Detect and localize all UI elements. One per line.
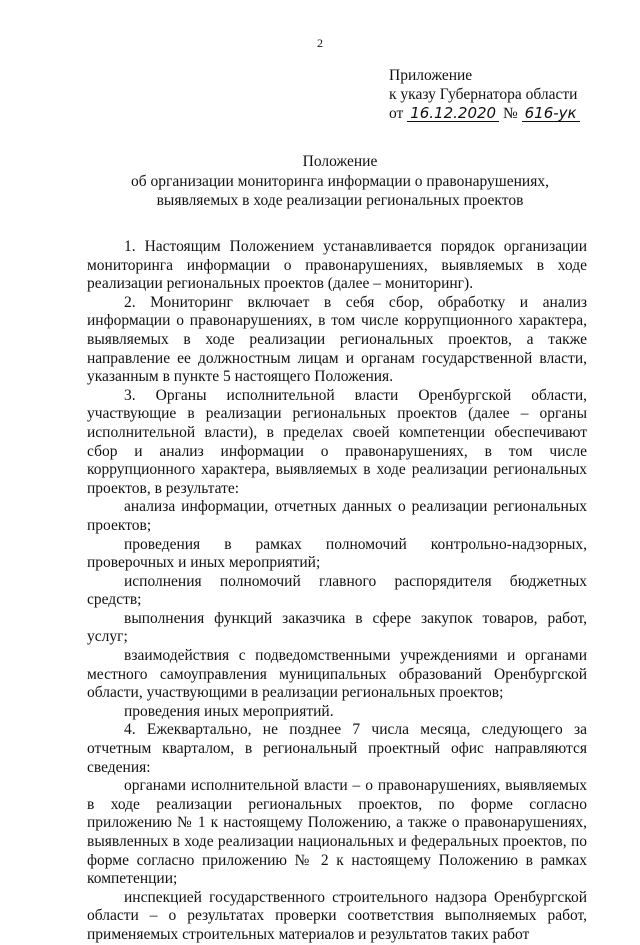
- paragraph: 4. Ежеквартально, не позднее 7 числа месяца, следующего за отчетным кварталом, в региональный проектный офис направляются сведения:: [87, 721, 587, 776]
- paragraph: проведения в рамках полномочий контрольно-надзорных, проверочных и иных мероприятий;: [87, 535, 587, 572]
- paragraph: 2. Мониторинг включает в себя сбор, обработку и анализ информации о правонарушениях, в том числе коррупционного характера, выявляемых в ходе реализации региональных проектов, а также направление ее должностным лицам и органам государственной власти, указанным в пункте 5 настоящего Положения.: [87, 293, 587, 386]
- title-heading: Положение: [302, 153, 378, 170]
- title-line-3: выявляемых в ходе реализации региональных проектов: [156, 192, 524, 209]
- paragraph: выполнения функций заказчика в сфере закупок товаров, работ, услуг;: [87, 609, 587, 646]
- appendix-title: Приложение: [389, 67, 473, 84]
- paragraph: исполнения полномочий главного распорядителя бюджетных средств;: [87, 572, 587, 609]
- appendix-decree-ref: к указу Губернатора области: [389, 86, 578, 103]
- document-body: [87, 238, 587, 945]
- appendix-header: [389, 66, 580, 123]
- number-sign: №: [502, 105, 518, 122]
- paragraph: 1. Настоящим Положением устанавливается порядок организации мониторинга информации о правонарушениях, выявляемых в ходе реализации региональных проектов (далее – мониторинг).: [87, 238, 587, 293]
- decree-number: 616-ук: [522, 106, 580, 122]
- document-title: [60, 152, 620, 211]
- paragraph: 3. Органы исполнительной власти Оренбургской области, участвующие в реализации региональных проектов (далее – органы исполнительной власти), в пределах своей компетенции обеспечивают сбор и анализ информации о правонарушениях, в том числе коррупционного характера, выявляемых в ходе реализации региональных проектов, в результате:: [87, 386, 587, 497]
- paragraph: инспекцией государственного строительного надзора Оренбургской области – о результатах проверки соответствия выполняемых работ, применяемых строительных материалов и результатов таких работ: [87, 888, 587, 943]
- title-line-2: об организации мониторинга информации о правонарушениях,: [131, 172, 549, 190]
- paragraph: взаимодействия с подведомственными учреждениями и органами местного самоуправления муниципальных образований Оренбургской области, участвующими в реализации региональных проектов;: [87, 647, 587, 702]
- paragraph: проведения иных мероприятий.: [124, 702, 334, 720]
- paragraph: анализа информации, отчетных данных о реализации региональных проектов;: [87, 498, 587, 534]
- from-label: от: [389, 105, 404, 122]
- paragraph: органами исполнительной власти – о правонарушениях, выявляемых в ходе реализации региональных проектов, по форме согласно приложению № 1 к настоящему Положению, а также о правонарушениях, выявленных в ходе реализации национальных и федеральных проектов, по форме согласно приложению № 2 к настоящему Положению в рамках компетенции;: [87, 777, 587, 888]
- decree-date: 16.12.2020: [407, 106, 499, 122]
- page-number: 2: [317, 36, 323, 50]
- appendix-date-number-line: [389, 104, 580, 123]
